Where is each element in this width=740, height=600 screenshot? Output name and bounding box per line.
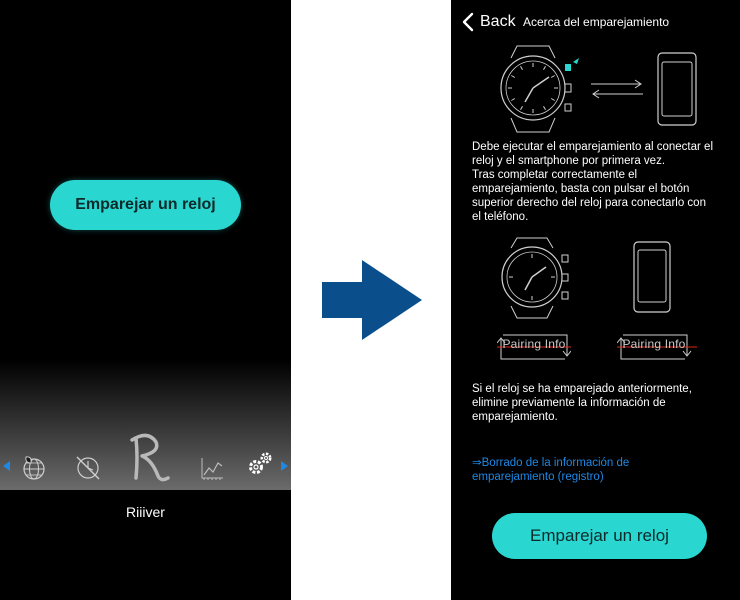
pairing-info-watch	[497, 333, 571, 353]
left-phone-screen	[0, 0, 291, 600]
phone-illustration-icon	[657, 52, 697, 126]
riiiver-logo-icon[interactable]	[118, 428, 174, 484]
transition-arrow-icon	[322, 260, 422, 340]
watch-illustration-icon	[491, 44, 583, 134]
previous-pairing-note-line: elimine previamente la información de	[472, 397, 666, 409]
icon-carousel[interactable]	[0, 420, 291, 492]
watch-illustration-small-icon	[493, 236, 577, 320]
pairing-description-line: el teléfono.	[472, 211, 529, 223]
previous-pairing-note-line: Si el reloj se ha emparejado anteriormente,	[472, 383, 692, 395]
pairing-description	[472, 140, 734, 224]
pairing-description-line: superior derecho del reloj para conectarlo con	[472, 197, 706, 209]
previous-pairing-note	[472, 382, 734, 424]
pair-watch-button-bottom[interactable]	[492, 513, 707, 559]
delete-pairing-info-link-line[interactable]: ⇒Borrado de la información de	[472, 457, 630, 469]
chart-icon[interactable]	[198, 454, 226, 482]
pairing-info-label: Pairing Info	[622, 337, 686, 351]
pairing-description-line: reloj y el smartphone por primera vez.	[472, 155, 666, 167]
pairing-info-label: Pairing Info	[502, 337, 566, 351]
pair-watch-button-label: Emparejar un reloj	[75, 196, 216, 213]
delete-pairing-info-link[interactable]	[472, 456, 629, 484]
delete-pairing-info-link-line[interactable]: emparejamiento (registro)	[472, 471, 604, 483]
pair-watch-button-label: Emparejar un reloj	[530, 526, 669, 545]
pairing-info-phone	[617, 333, 691, 353]
back-chevron-icon[interactable]	[461, 12, 475, 32]
carousel-right-arrow-icon[interactable]	[281, 461, 288, 471]
phone-illustration-small-icon	[633, 241, 671, 313]
settings-gears-icon[interactable]	[246, 450, 274, 478]
page-title: Acerca del emparejamiento	[523, 15, 670, 29]
globe-leaf-icon[interactable]	[20, 454, 48, 482]
riiiver-label: Riiiver	[126, 504, 165, 520]
right-phone-screen	[451, 0, 740, 600]
pair-watch-button[interactable]	[50, 180, 241, 230]
no-clock-icon[interactable]	[74, 454, 102, 482]
pairing-description-line: Tras completar correctamente el	[472, 169, 638, 181]
previous-pairing-note-line: emparejamiento.	[472, 411, 558, 423]
pairing-description-line: emparejamiento, basta con pulsar el botón	[472, 183, 690, 195]
nav-bar	[451, 0, 740, 44]
carousel-left-arrow-icon[interactable]	[3, 461, 10, 471]
pairing-description-line: Debe ejecutar el emparejamiento al conectar el	[472, 141, 713, 153]
back-button[interactable]: Back	[480, 13, 516, 30]
sync-arrows-icon	[589, 78, 645, 100]
